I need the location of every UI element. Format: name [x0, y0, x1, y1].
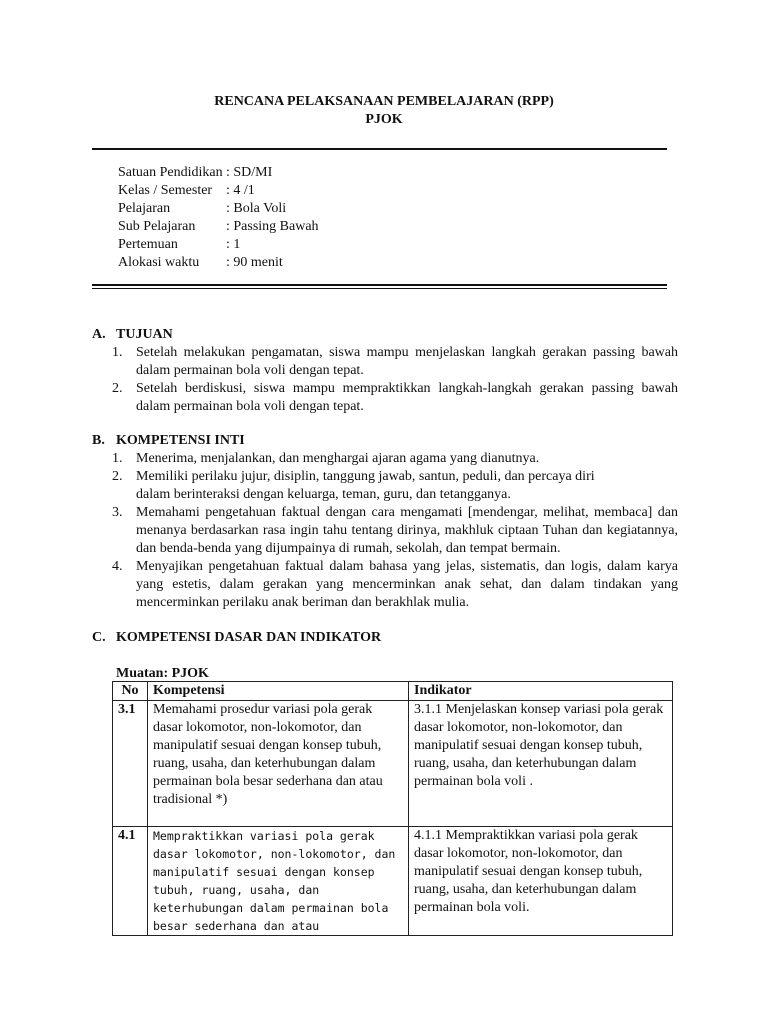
section-heading: A. TUJUAN — [92, 327, 173, 342]
section-heading: C. KOMPETENSI DASAR DAN INDIKATOR — [92, 630, 382, 645]
section-tujuan — [92, 326, 678, 416]
identity-row: Satuan Pendidikan : SD/MI — [118, 165, 273, 180]
list-item: 1. Menerima, menjalankan, dan menghargai ajaran agama yang dianutnya. — [112, 451, 540, 466]
identity-row: Kelas / Semester : 4 /1 — [118, 183, 255, 198]
column-header-kompetensi: Kompetensi — [148, 682, 409, 701]
list-item: 1. Setelah melakukan pengamatan, siswa mampu menjelaskan langkah gerakan passing bawah dalam permainan bola voli dengan tepat. — [112, 345, 678, 378]
list-item: 2. Memiliki perilaku jujur, disiplin, tanggung jawab, santun, peduli, dan percaya diri dalam berinteraksi dengan keluarga, teman, guru, dan tetangganya. — [112, 469, 595, 502]
identity-row: Pelajaran : Bola Voli — [118, 201, 287, 216]
double-divider-bottom — [92, 288, 667, 289]
table-header-row — [113, 682, 673, 701]
list-item: 2. Setelah berdiskusi, siswa mampu mempraktikkan langkah-langkah gerakan passing bawah dalam permainan bola voli dengan tepat. — [112, 381, 678, 414]
table-row — [113, 701, 673, 827]
section-heading: B. KOMPETENSI INTI — [92, 433, 245, 448]
identity-row: Alokasi waktu : 90 menit — [118, 255, 283, 270]
document-title: RENCANA PELAKSANAAN PEMBELAJARAN (RPP) — [214, 94, 554, 109]
indikator-cell: 3.1.1 Menjelaskan konsep variasi pola gerak dasar lokomotor, non-lokomotor, dan manipulatif sesuai dengan konsep tubuh, ruang, usaha, dan keterhubungan dalam permainan bola voli . — [409, 701, 673, 827]
document-subtitle: PJOK — [365, 112, 403, 127]
muatan-label: Muatan: PJOK — [116, 666, 209, 681]
identity-block — [118, 164, 319, 272]
row-number: 4.1 — [113, 827, 148, 936]
double-divider-top — [92, 284, 667, 286]
kompetensi-cell: Mempraktikkan variasi pola gerak dasar lokomotor, non-lokomotor, dan manipulatif sesuai dengan konsep tubuh, ruang, usaha, dan keterhubungan dalam permainan bola besar sederhana dan atau — [148, 827, 409, 936]
identity-row: Pertemuan : 1 — [118, 237, 241, 252]
column-header-indikator: Indikator — [409, 682, 673, 701]
kompetensi-table — [112, 681, 673, 936]
top-divider — [92, 148, 667, 150]
list-item: 4. Menyajikan pengetahuan faktual dalam bahasa yang jelas, sistematis, dan logis, dalam karya yang estetis, dalam gerakan yang mencerminkan anak sehat, dan dalam tindakan yang mencerminkan perilaku anak beriman dan berakhlak mulia. — [112, 559, 678, 610]
column-header-no: No — [113, 682, 148, 701]
identity-row: Sub Pelajaran : Passing Bawah — [118, 219, 319, 234]
section-kompetensi-inti — [92, 432, 678, 612]
section-kompetensi-dasar — [92, 629, 678, 647]
list-item: 3. Memahami pengetahuan faktual dengan cara mengamati [mendengar, melihat, membaca] dan menanya berdasarkan rasa ingin tahu tentang dirinya, makhluk ciptaan Tuhan dan kegiatannya, dan benda-benda yang dijumpainya di rumah, sekolah, dan tempat bermain. — [112, 505, 678, 556]
row-number: 3.1 — [113, 701, 148, 827]
kompetensi-cell: Memahami prosedur variasi pola gerak dasar lokomotor, non-lokomotor, dan manipulatif sesuai dengan konsep tubuh, ruang, usaha, dan keterhubungan dalam permainan bola besar sederhana dan atau tradisional *) — [148, 701, 409, 827]
table-row — [113, 827, 673, 936]
indikator-cell: 4.1.1 Mempraktikkan variasi pola gerak dasar lokomotor, non-lokomotor, dan manipulatif sesuai dengan konsep tubuh, ruang, usaha, dan keterhubungan dalam permainan bola voli. — [409, 827, 673, 936]
